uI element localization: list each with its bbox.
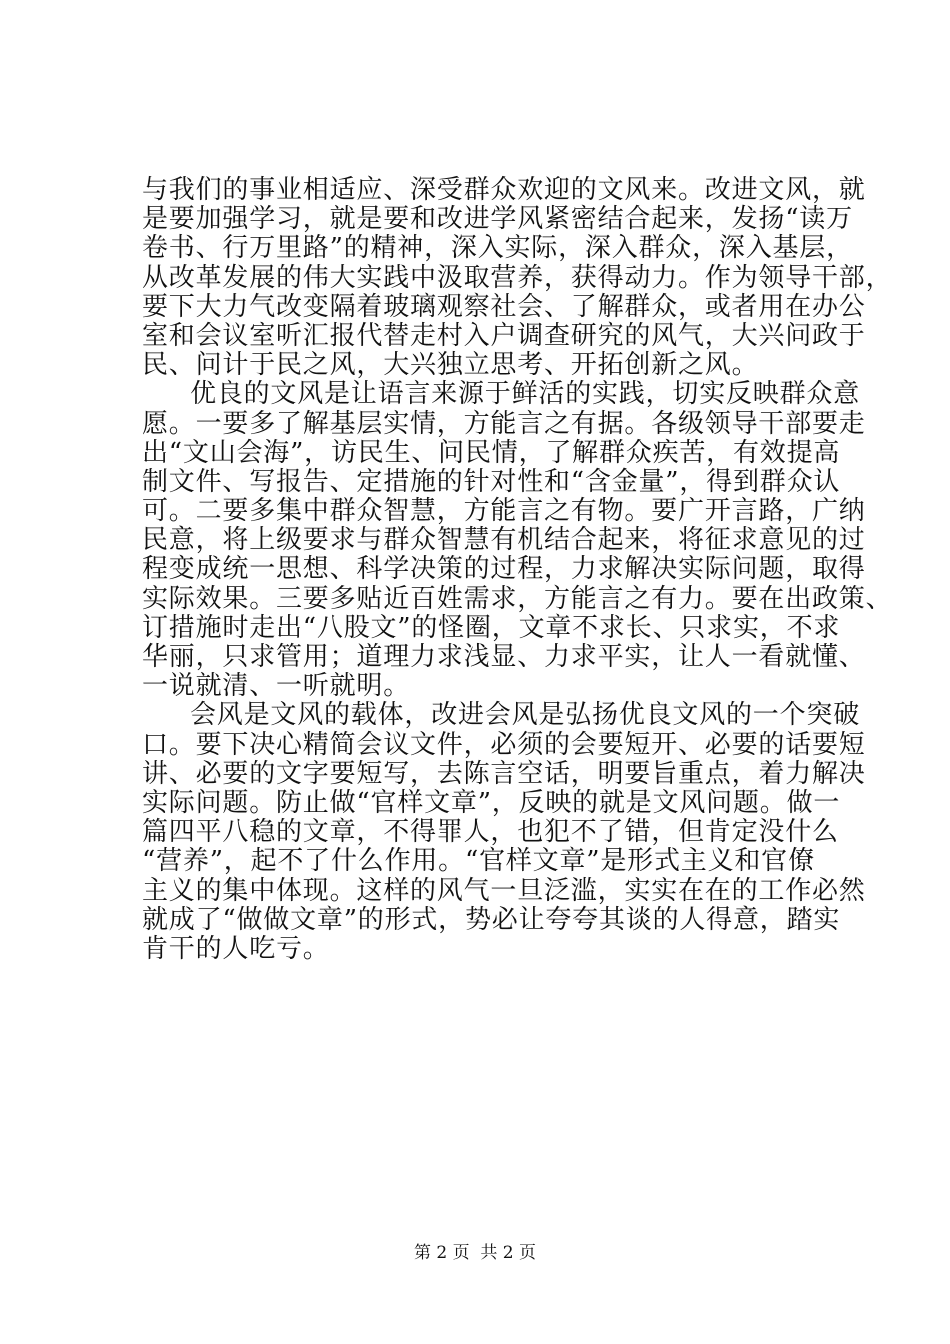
- text-line: 愿。一要多了解基层实情，方能言之有据。各级领导干部要走: [142, 408, 866, 439]
- text-line: 民、问计于民之风，大兴独立思考、开拓创新之风。: [142, 350, 759, 381]
- paragraph-1: [142, 175, 893, 381]
- paragraph-3: [142, 700, 866, 964]
- text-line: 订措施时走出“八股文”的怪圈，文章不求长、只求实，不求: [142, 612, 841, 643]
- text-line: 从改革发展的伟大实践中汲取营养，获得动力。作为领导干部，: [142, 262, 893, 293]
- text-line: 肯干的人吃亏。: [142, 933, 330, 964]
- text-line: 实际效果。三要多贴近百姓需求，方能言之有力。要在出政策、: [142, 583, 893, 614]
- text-line: 卷书、行万里路”的精神，深入实际，深入群众，深入基层，: [142, 233, 853, 264]
- text-line: 讲、必要的文字要短写，去陈言空话，明要旨重点，着力解决: [142, 758, 866, 789]
- text-line: 是要加强学习，就是要和改进学风紧密结合起来，发扬“读万: [142, 204, 853, 235]
- text-line: 室和会议室听汇报代替走村入户调查研究的风气，大兴问政于: [142, 320, 866, 351]
- text-line: 与我们的事业相适应、深受群众欢迎的文风来。改进文风，就: [142, 175, 866, 205]
- text-line: 华丽，只求管用；道理力求浅显、力求平实，让人一看就懂、: [142, 642, 866, 672]
- text-line: 优良的文风是让语言来源于鲜活的实践，切实反映群众意: [190, 379, 861, 410]
- text-line: 制文件、写报告、定措施的针对性和“含金量”，得到群众认: [142, 466, 841, 497]
- paragraph-2: [142, 379, 893, 702]
- text-line: 出“文山会海”，访民生、问民情，了解群众疾苦，有效提高: [142, 437, 841, 468]
- text-line: 要下大力气改变隔着玻璃观察社会、了解群众，或者用在办公: [142, 291, 866, 322]
- text-line: 一说就清、一听就明。: [142, 671, 411, 702]
- text-line: “营养”，起不了什么作用。“官样文章”是形式主义和官僚: [142, 846, 815, 877]
- text-line: 民意，将上级要求与群众智慧有机结合起来，将征求意见的过: [142, 525, 866, 556]
- text-line: 篇四平八稳的文章，不得罪人，也犯不了错，但肯定没什么: [142, 817, 839, 848]
- page-footer: [0, 1243, 950, 1263]
- text-line: 就成了“做做文章”的形式，势必让夸夸其谈的人得意，踏实: [142, 904, 841, 935]
- total-pages: 共 2 页: [480, 1243, 537, 1263]
- text-line: 口。要下决心精简会议文件，必须的会要短开、必要的话要短: [142, 729, 866, 760]
- text-line: 程变成统一思想、科学决策的过程，力求解决实际问题，取得: [142, 554, 866, 585]
- text-line: 会风是文风的载体，改进会风是弘扬优良文风的一个突破: [190, 700, 861, 731]
- document-body: [142, 175, 893, 964]
- text-line: 可。二要多集中群众智慧，方能言之有物。要广开言路，广纳: [142, 496, 866, 527]
- footer-spacer: [470, 1243, 481, 1263]
- text-line: 主义的集中体现。这样的风气一旦泛滥，实实在在的工作必然: [142, 875, 866, 906]
- text-line: 实际问题。防止做“官样文章”，反映的就是文风问题。做一: [142, 787, 841, 818]
- page-number: 第 2 页: [413, 1243, 470, 1263]
